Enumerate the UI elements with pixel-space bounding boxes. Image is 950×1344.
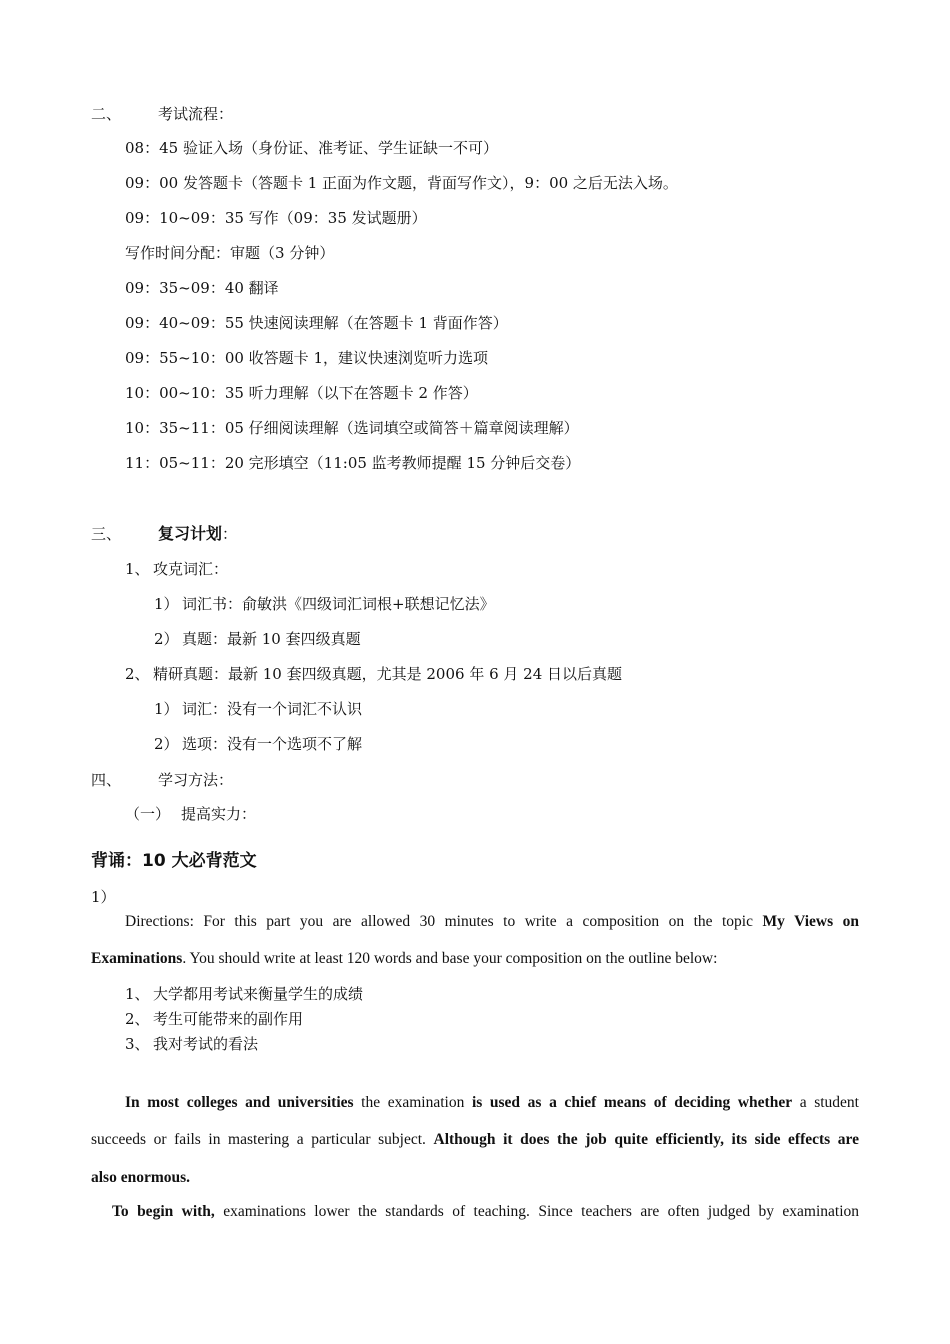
schedule-item: 09：55~10：00 收答题卡 1，建议快速浏览听力选项 — [125, 349, 488, 367]
list-text: 大学都用考试来衡量学生的成绩 — [153, 985, 364, 1003]
bold-phrase: also enormous. — [91, 1169, 191, 1186]
section4-subheading — [125, 804, 256, 824]
plan-subitem — [154, 734, 362, 754]
essay-paragraph-row — [125, 1093, 859, 1113]
schedule-item: 10：00~10：35 听力理解（以下在答题卡 2 作答） — [125, 384, 478, 402]
section4-title: 学习方法： — [158, 771, 234, 789]
schedule-item: 11：05~11：20 完形填空（11:05 监考教师提醒 15 分钟后交卷） — [125, 454, 581, 472]
plan-subitem — [154, 629, 361, 649]
list-number: 1） — [154, 700, 179, 718]
section3-heading — [91, 524, 237, 544]
list-number: 2） — [154, 630, 179, 648]
essay-number: 1） — [91, 888, 116, 906]
essay-directions-row1 — [125, 912, 859, 932]
outline-item — [125, 1009, 303, 1029]
text-run: examinations lower the standards of teaching. Since teachers are often judged by examination — [214, 1203, 860, 1220]
bold-phrase: Although it does the job quite efficiently, its side effects are — [433, 1131, 859, 1148]
schedule-item: 10：35~11：05 仔细阅读理解（选词填空或简答＋篇章阅读理解） — [125, 419, 579, 437]
list-text: 词汇书：俞敏洪《四级词汇词根+联想记忆法》 — [182, 595, 495, 613]
bold-phrase: To begin with, — [112, 1203, 215, 1220]
list-number: 1、 — [125, 560, 150, 578]
schedule-item: 09：35~09：40 翻译 — [125, 279, 279, 297]
list-text: 选项：没有一个选项不了解 — [182, 735, 363, 753]
list-number: 3、 — [125, 1035, 150, 1053]
list-number: 2、 — [125, 1010, 150, 1028]
list-text: 词汇：没有一个词汇不认识 — [182, 700, 363, 718]
list-text: 精研真题：最新 10 套四级真题，尤其是 2006 年 6 月 24 日以后真题 — [153, 665, 623, 683]
list-number: 2、 — [125, 665, 150, 683]
plan-item — [125, 664, 622, 684]
plan-item — [125, 559, 228, 579]
section4-heading — [91, 770, 233, 790]
plan-subitem — [154, 699, 362, 719]
essay-paragraph-row — [91, 1130, 859, 1150]
list-text: 我对考试的看法 — [153, 1035, 259, 1053]
plan-subitem — [154, 594, 495, 614]
list-number: 2） — [154, 735, 179, 753]
list-number: 1、 — [125, 985, 150, 1003]
schedule-item: 写作时间分配：审题（3 分钟） — [125, 244, 335, 262]
essay-topic: My Views on — [762, 913, 859, 930]
essay-directions-row2 — [91, 949, 859, 969]
directions-text: . You should write at least 120 words and base your composition on the outline below: — [182, 950, 718, 967]
essay-paragraph-row — [91, 1168, 859, 1188]
section4-number: 四、 — [91, 771, 122, 789]
section2-title: 考试流程： — [158, 105, 234, 123]
outline-item — [125, 1034, 258, 1054]
essay-paragraph-row — [112, 1202, 859, 1222]
text-run: a student — [792, 1094, 859, 1111]
section3-colon: ： — [222, 525, 238, 543]
bold-phrase: In most colleges and universities — [125, 1094, 354, 1111]
outline-item — [125, 984, 363, 1004]
section3-title: 复习计划 — [158, 524, 223, 543]
section2-number: 二、 — [91, 105, 122, 123]
schedule-item: 09：00 发答题卡（答题卡 1 正面为作文题，背面写作文），9：00 之后无法入场。 — [125, 174, 678, 192]
schedule-item: 08：45 验证入场（身份证、准考证、学生证缺一不可） — [125, 139, 498, 157]
list-text: 真题：最新 10 套四级真题 — [182, 630, 361, 648]
schedule-item: 09：10~09：35 写作（09：35 发试题册） — [125, 209, 427, 227]
list-number: 1） — [154, 595, 179, 613]
list-text: 攻克词汇： — [153, 560, 229, 578]
list-text: 提高实力： — [181, 805, 257, 823]
list-text: 考生可能带来的副作用 — [153, 1010, 304, 1028]
list-number: （一） — [125, 805, 171, 823]
directions-text: Directions: For this part you are allowed 30 minutes to write a composition on the topic — [125, 913, 763, 930]
text-run: the examination — [353, 1094, 472, 1111]
schedule-item: 09：40~09：55 快速阅读理解（在答题卡 1 背面作答） — [125, 314, 508, 332]
essay-topic: Examinations — [91, 950, 183, 967]
bold-phrase: is used as a chief means of deciding whether — [471, 1094, 793, 1111]
section2-heading — [91, 104, 233, 124]
section3-number: 三、 — [91, 525, 122, 543]
text-run: succeeds or fails in mastering a particular subject. — [91, 1131, 434, 1148]
recite-heading: 背诵：10 大必背范文 — [91, 851, 257, 871]
